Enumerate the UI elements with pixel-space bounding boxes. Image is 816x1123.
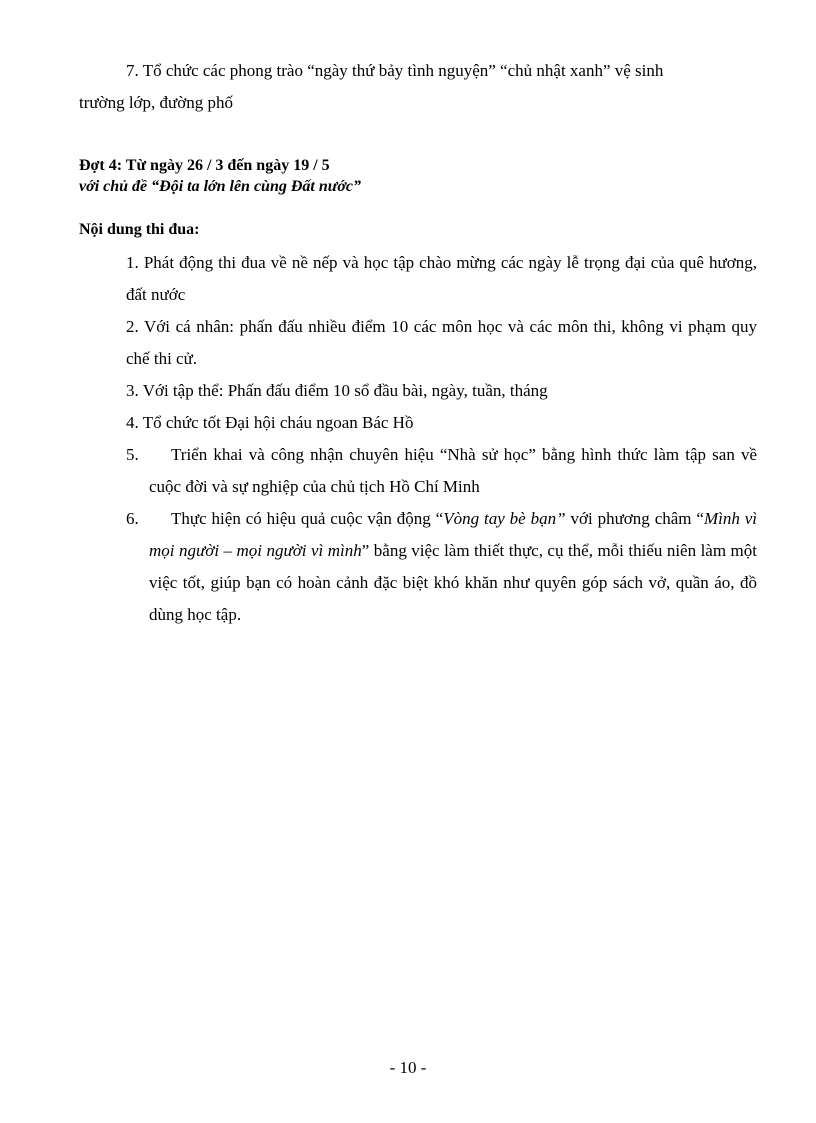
list-item-3: 3. Với tập thể: Phấn đấu điểm 10 sổ đầu bài, ngày, tuần, tháng	[126, 381, 548, 400]
content-title: Nội dung thi đua:	[79, 221, 200, 238]
list-item-6-number: 6.	[126, 509, 139, 528]
item-6-italic-1: Vòng tay bè bạn”	[443, 509, 566, 528]
item-6-italic-2: Mình vì mọi người – mọi người vì mình	[149, 509, 758, 560]
item-6-part-3: ” bằng việc làm thiết thực, cụ thể, mỗi thiếu niên làm một việc tốt, giúp bạn có hoàn cảnh đặc biệt khó khăn như quyên góp sách vở, quần áo, đồ dùng học tập.	[149, 541, 757, 624]
item-6-part-1: Thực hiện có hiệu quả cuộc vận động “	[171, 509, 444, 528]
intro-line-2: trường lớp, đường phố	[79, 93, 234, 112]
page-number: - 10 -	[389, 1058, 427, 1077]
list-item-2: 2. Với cá nhân: phấn đấu nhiều điểm 10 các môn học và các môn thi, không vi phạm quy chế thi cử.	[126, 317, 757, 368]
intro-paragraph	[79, 55, 757, 119]
list-item-4: 4. Tổ chức tốt Đại hội cháu ngoan Bác Hồ	[126, 413, 414, 432]
list-item-6	[149, 503, 757, 631]
list-item-5: Triển khai và công nhận chuyên hiệu “Nhà sử học” bằng hình thức làm tập san về cuộc đời và sự nghiệp của chủ tịch Hồ Chí Minh	[149, 445, 757, 496]
theme-heading: với chủ đề “Đội ta lớn lên cùng Đất nước”	[79, 178, 362, 195]
intro-line-1: 7. Tổ chức các phong trào “ngày thứ bảy tình nguyện” “chủ nhật xanh” vệ sinh	[126, 61, 664, 80]
item-6-part-2: với phương châm “	[565, 509, 704, 528]
list-item-1: 1. Phát động thi đua về nề nếp và học tập chào mừng các ngày lễ trọng đại của quê hương, đất nước	[126, 253, 757, 304]
list-item-5-number: 5.	[126, 445, 139, 464]
phase-heading: Đợt 4: Từ ngày 26 / 3 đến ngày 19 / 5	[79, 157, 330, 174]
